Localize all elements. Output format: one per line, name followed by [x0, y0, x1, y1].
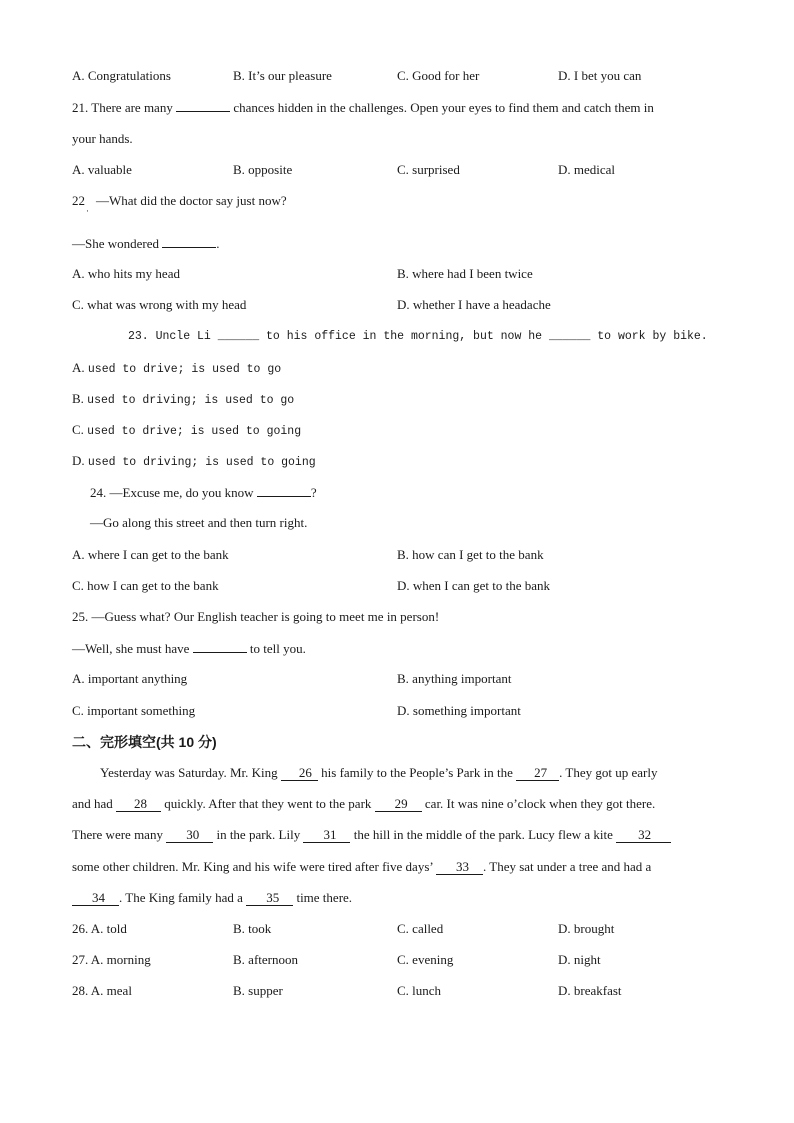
stem-text: .	[216, 236, 220, 251]
passage-text: Yesterday was Saturday. Mr. King	[100, 765, 278, 780]
option-text: C. Good for her	[397, 68, 480, 83]
cloze-blank: 30	[166, 828, 213, 843]
option-text: A. Congratulations	[72, 68, 171, 83]
stem-text: 24. —Excuse me, do you know	[90, 485, 254, 500]
option-text: D. breakfast	[558, 983, 622, 998]
stem-text: —Well, she must have	[72, 641, 190, 656]
option-text: C. what was wrong with my head	[72, 297, 247, 312]
option-text: used to drive; is used to go	[87, 363, 282, 376]
stray-dot: ·	[86, 206, 89, 216]
option-text: D. something important	[397, 703, 521, 718]
passage-line	[72, 890, 352, 906]
option-text: B. afternoon	[233, 952, 298, 967]
option-text: D. when I can get to the bank	[397, 578, 551, 593]
option-text: used to drive; is used to going	[87, 425, 302, 438]
section-heading: 二、完形填空(共 10 分)	[72, 734, 217, 750]
passage-line	[72, 827, 671, 843]
passage-text: time there.	[296, 890, 353, 905]
passage-line	[72, 859, 651, 875]
cloze-blank: 29	[375, 797, 422, 812]
answer-blank	[162, 235, 216, 248]
cloze-blank: 28	[116, 797, 161, 812]
question-number: 22	[72, 193, 85, 208]
option-text: C. lunch	[397, 983, 442, 998]
cloze-blank: 26	[281, 766, 318, 781]
cloze-blank: 27	[516, 766, 559, 781]
option-text: C. called	[397, 921, 444, 936]
passage-text: quickly. After that they went to the park	[164, 796, 372, 811]
cloze-blank: 32	[616, 828, 671, 843]
question-stem	[72, 235, 220, 252]
passage-text: . They sat under a tree and had a	[483, 859, 652, 874]
passage-text: . They got up early	[559, 765, 658, 780]
question-stem	[72, 99, 654, 116]
option-text: D. medical	[558, 162, 616, 177]
answer-blank	[176, 99, 230, 112]
stem-text: to tell you.	[249, 641, 306, 656]
option-text: C. how I can get to the bank	[72, 578, 219, 593]
stem-text: 25. —Guess what? Our English teacher is going to meet me in person!	[72, 609, 440, 624]
option-row	[72, 453, 316, 471]
cloze-blank: 31	[303, 828, 350, 843]
option-text: B. supper	[233, 983, 283, 998]
option-text: B. where had I been twice	[397, 266, 533, 281]
option-text: used to driving; is used to go	[87, 394, 295, 407]
option-row	[72, 391, 294, 409]
option-letter: C.	[72, 422, 84, 437]
option-row	[72, 360, 281, 378]
option-text: D. night	[558, 952, 601, 967]
option-text: C. evening	[397, 952, 454, 967]
question-stem	[72, 640, 306, 657]
option-text: 26. A. told	[72, 921, 127, 936]
option-text: B. how can I get to the bank	[397, 547, 544, 562]
passage-text: . The King family had a	[119, 890, 243, 905]
option-text: B. It’s our pleasure	[233, 68, 332, 83]
passage-text: There were many	[72, 827, 163, 842]
passage-line	[72, 796, 655, 812]
stem-text: chances hidden in the challenges. Open your eyes to find them and catch them in	[233, 100, 654, 115]
option-text: A. valuable	[72, 162, 132, 177]
passage-text: car. It was nine o’clock when they got there.	[424, 796, 656, 811]
option-letter: A.	[72, 360, 85, 375]
option-letter: D.	[72, 453, 85, 468]
option-text: D. whether I have a headache	[397, 297, 551, 312]
stem-text: 21. There are many	[72, 100, 173, 115]
option-text: A. where I can get to the bank	[72, 547, 229, 562]
option-text: B. anything important	[397, 671, 512, 686]
option-text: D. brought	[558, 921, 615, 936]
cloze-blank: 35	[246, 891, 293, 906]
passage-text: his family to the People’s Park in the	[321, 765, 513, 780]
passage-text: some other children. Mr. King and his wife were tired after five days’	[72, 859, 433, 874]
option-text: C. important something	[72, 703, 196, 718]
stem-text: ?	[310, 485, 317, 500]
passage-text: in the park. Lily	[216, 827, 301, 842]
question-stem	[90, 484, 317, 501]
stem-text: —What did the doctor say just now?	[96, 193, 287, 208]
option-letter: B.	[72, 391, 84, 406]
answer-blank	[193, 640, 247, 653]
option-text: A. important anything	[72, 671, 188, 686]
passage-line	[100, 765, 657, 781]
answer-blank	[257, 484, 311, 497]
stem-text: —She wondered	[72, 236, 160, 251]
stem-text: your hands.	[72, 131, 133, 146]
option-text: used to driving; is used to going	[87, 456, 316, 469]
option-text: B. took	[233, 921, 272, 936]
passage-text: the hill in the middle of the park. Lucy flew a kite	[353, 827, 613, 842]
option-row	[72, 422, 301, 440]
option-text: B. opposite	[233, 162, 293, 177]
stem-text: 23. Uncle Li ______ to his office in the morning, but now he ______ to work by bike.	[128, 330, 708, 343]
option-text: C. surprised	[397, 162, 460, 177]
cloze-blank: 34	[72, 891, 119, 906]
option-text: 28. A. meal	[72, 983, 132, 998]
passage-text: and had	[72, 796, 113, 811]
cloze-blank: 33	[436, 860, 483, 875]
option-text: 27. A. morning	[72, 952, 151, 967]
option-text: A. who hits my head	[72, 266, 180, 281]
stem-text: —Go along this street and then turn right.	[90, 515, 308, 530]
option-text: D. I bet you can	[558, 68, 642, 83]
